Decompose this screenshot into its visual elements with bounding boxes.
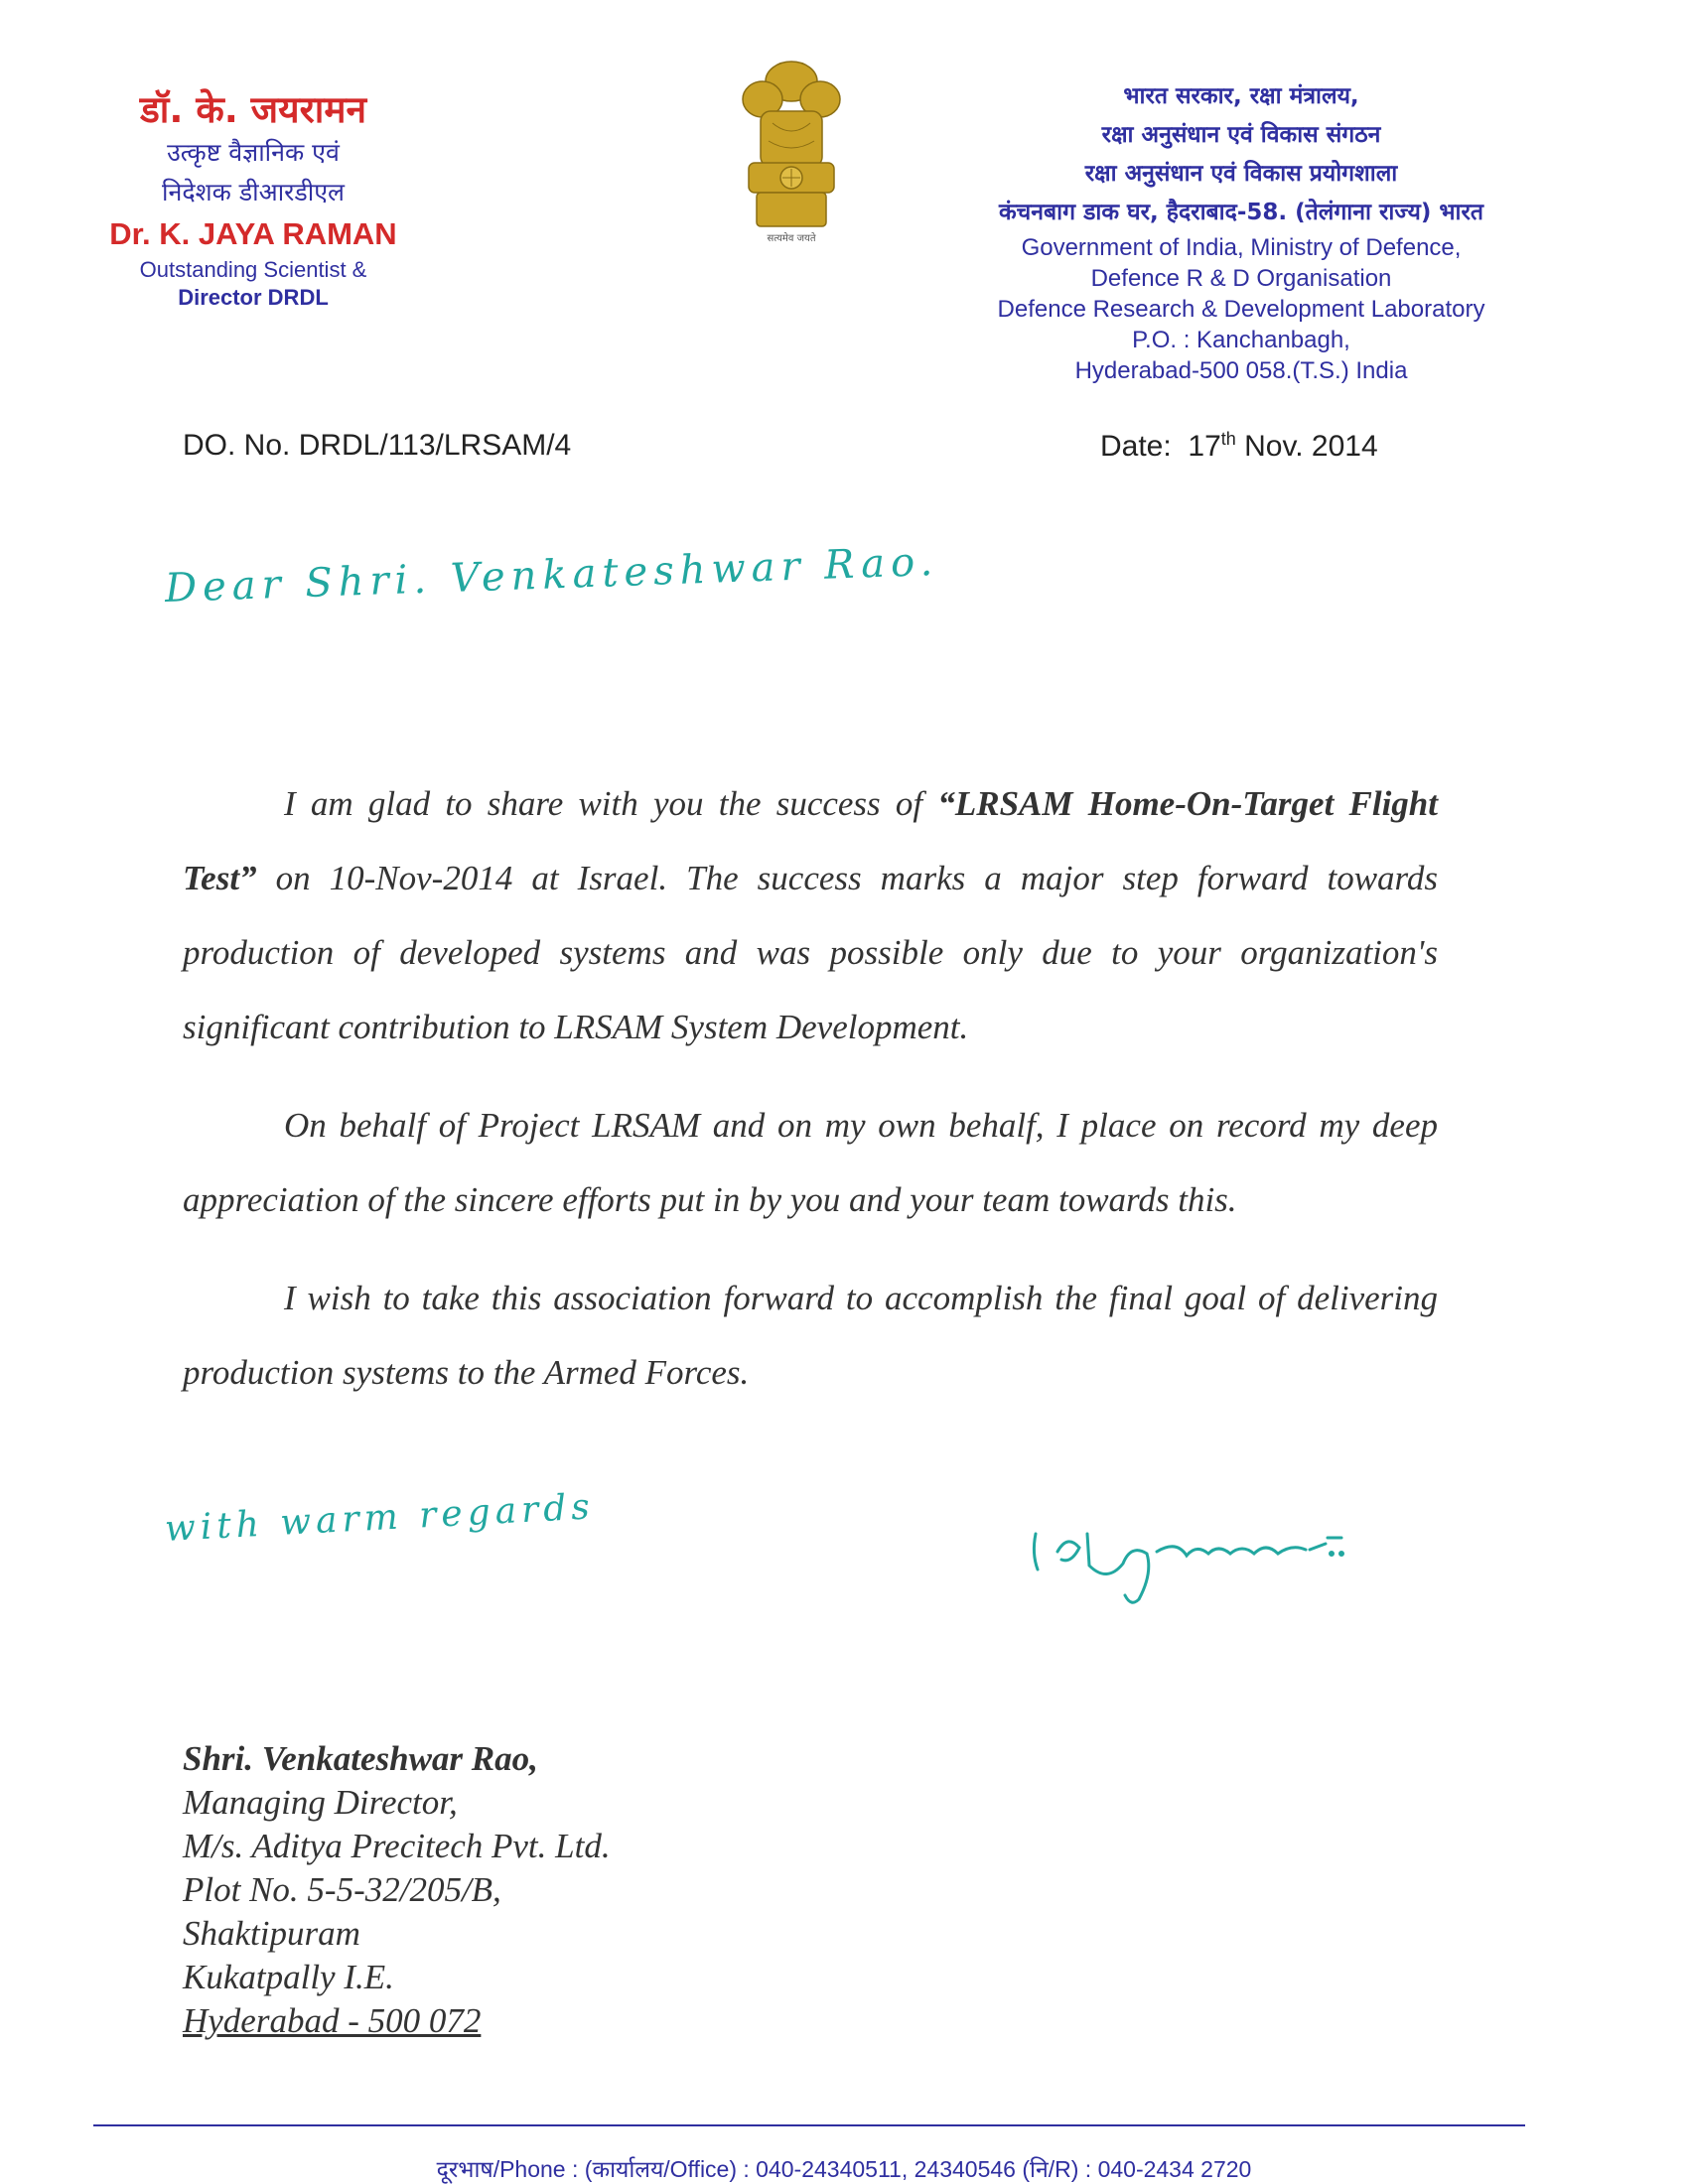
addressee-block: [183, 1737, 611, 2043]
letter-body: [183, 766, 1438, 1433]
org-hindi-2: रक्षा अनुसंधान एवं विकास संगठन: [1101, 122, 1381, 148]
footer-divider: [93, 2124, 1525, 2126]
phone-label-english: /Phone : (: [492, 2156, 593, 2182]
body-paragraph-2: On behalf of Project LRSAM and on my own behalf, I place on record my deep appreciation of the sincere efforts put in by you and your team towards this.: [183, 1106, 1438, 1219]
org-hindi-4: कंचनबाग डाक घर, हैदराबाद-58. (तेलंगाना राज्य) भारत: [998, 200, 1484, 225]
office-label-hindi: कार्यालय: [592, 2157, 664, 2183]
date-day: 17: [1188, 430, 1221, 463]
sender-name-english: Dr. K. JAYA RAMAN: [109, 216, 397, 251]
national-emblem-icon: [733, 52, 850, 250]
handwritten-salutation: Dear Shri. Venkateshwar Rao.: [164, 538, 939, 612]
org-english-3: Defence Research & Development Laboratory: [997, 296, 1485, 323]
org-hindi-3: रक्षा अनुसंधान एवं विकास प्रयोगशाला: [1084, 161, 1398, 187]
addressee-name: Shri. Venkateshwar Rao,: [183, 1739, 538, 1778]
sender-title-hindi-1: उत्कृष्ट वैज्ञानिक एवं: [167, 138, 340, 167]
body-paragraph-3: I wish to take this association forward to accomplish the final goal of delivering production systems to the Armed Forces.: [183, 1279, 1438, 1392]
residence-number: /R) : 040-2434 2720: [1048, 2156, 1252, 2182]
sender-name-hindi: डॉ. के. जयरामन: [140, 88, 366, 131]
organisation-block: [894, 77, 1589, 386]
addressee-designation: Managing Director,: [183, 1783, 458, 1822]
date-rest: Nov. 2014: [1244, 430, 1378, 463]
residence-label-hindi: नि: [1030, 2157, 1049, 2183]
handwritten-closing: with warm regards: [163, 1486, 596, 1550]
org-english-5: Hyderabad-500 058.(T.S.) India: [1074, 357, 1408, 384]
letter-date: [1100, 429, 1378, 464]
org-english-2: Defence R & D Organisation: [1090, 265, 1392, 292]
flight-test-title: “LRSAM Home-On-Target Flight Test”: [183, 784, 1439, 897]
addressee-city: Hyderabad - 500 072: [183, 2001, 482, 2040]
phone-label-hindi: दूरभाष: [436, 2157, 493, 2183]
addressee-area: Shaktipuram: [183, 1914, 360, 1953]
signature: [1028, 1504, 1365, 1613]
footer-phone: [0, 2152, 1688, 2184]
paragraph-1-intro: I am glad to share with you the success of: [284, 784, 938, 823]
addressee-locality: Kukatpally I.E.: [183, 1958, 394, 1996]
org-english-4: P.O. : Kanchanbagh,: [1132, 327, 1350, 353]
org-hindi-1: भारत सरकार, रक्षा मंत्रालय,: [1123, 83, 1359, 109]
sender-block: [79, 87, 427, 312]
office-numbers: /Office) : 040-24340511, 24340546 (: [663, 2156, 1030, 2182]
org-english-1: Government of India, Ministry of Defence,: [1021, 234, 1462, 261]
sender-title-english-2: Director DRDL: [178, 285, 329, 310]
body-paragraph-1: [183, 766, 1438, 1064]
paragraph-1-rest: on 10-Nov-2014 at Israel. The success marks a major step forward towards production of developed systems and was possible only due to your organization's significant contribution to LRSAM System Development.: [183, 859, 1438, 1046]
date-label: Date:: [1100, 430, 1172, 463]
addressee-plot: Plot No. 5-5-32/205/B,: [183, 1870, 501, 1909]
date-suffix: th: [1220, 429, 1236, 449]
sender-title-english-1: Outstanding Scientist &: [139, 257, 367, 282]
addressee-company: M/s. Aditya Precitech Pvt. Ltd.: [183, 1827, 611, 1865]
sender-title-hindi-2: निदेशक डीआरडीएल: [161, 178, 346, 206]
emblem-motto: सत्यमेव जयते: [767, 233, 816, 244]
reference-number: DO. No. DRDL/113/LRSAM/4: [183, 429, 572, 462]
